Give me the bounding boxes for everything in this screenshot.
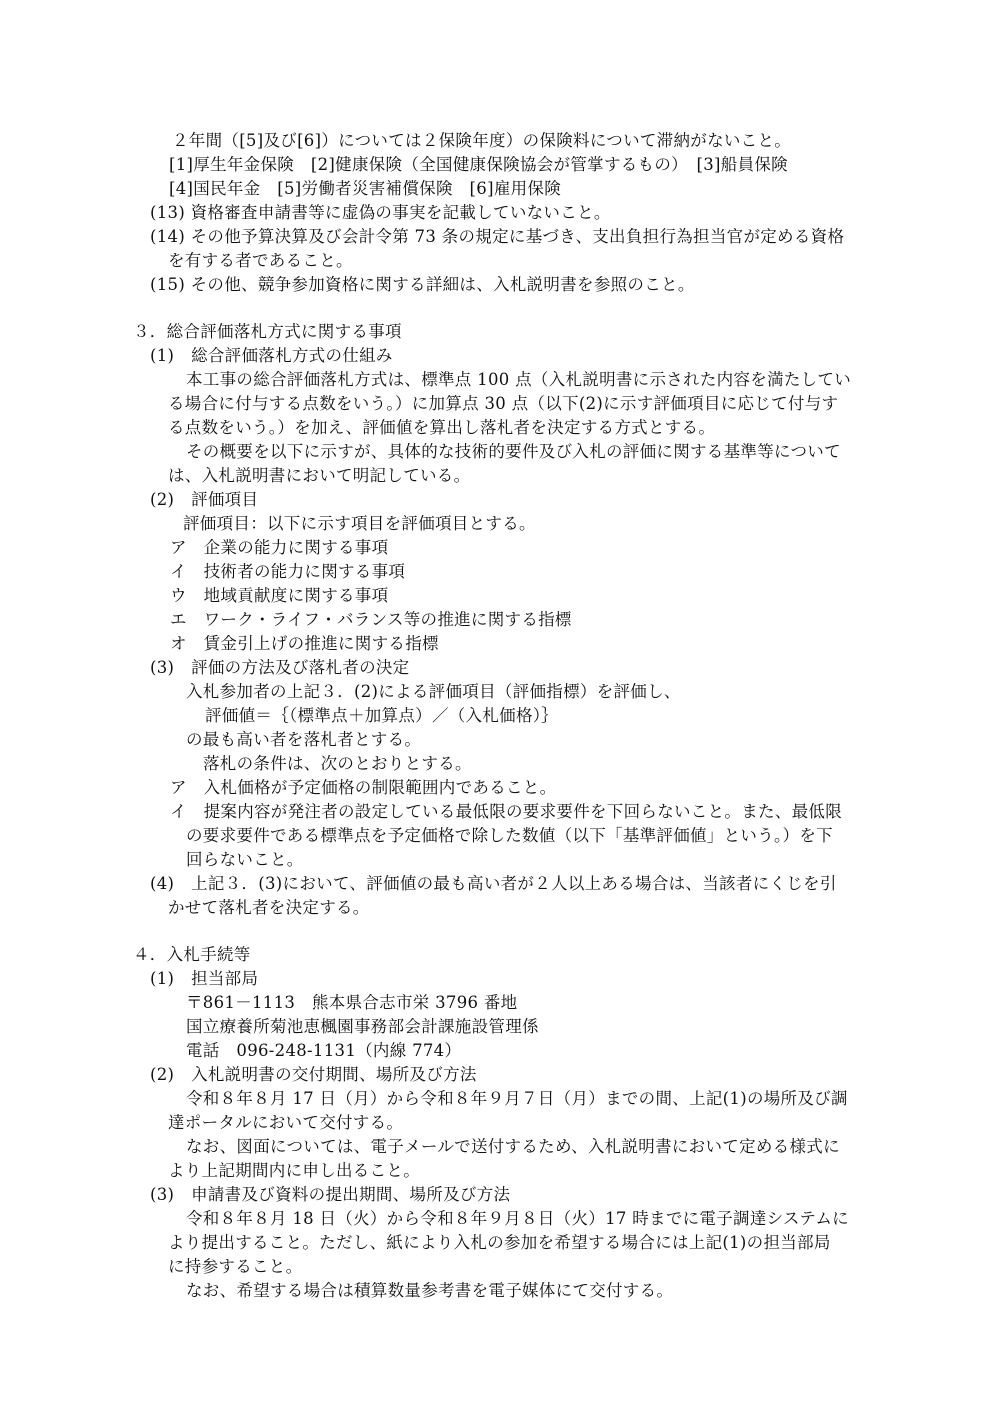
text-line: その概要を以下に示すが、具体的な技術的要件及び入札の評価に関する基準等について xyxy=(186,442,841,461)
address-line: 〒861－1113 熊本県合志市栄 3796 番地 xyxy=(186,993,518,1012)
text-line: 入札参加者の上記３．(2)による評価項目（評価指標）を評価し、 xyxy=(186,682,681,701)
text-line: 令和８年８月 17 日（月）から令和８年９月７日（月）までの間、上記(1)の場所及び調 xyxy=(186,1089,848,1108)
text-line: 令和８年８月 18 日（火）から令和８年９月８日（火）17 時までに電子調達システムに xyxy=(186,1209,849,1228)
text-line: ２年間（[5]及び[6]）については２保険年度）の保険料について滞納がないこと。 xyxy=(172,131,792,150)
text-line: かせて落札者を決定する。 xyxy=(168,898,370,917)
text-line: の最も高い者を落札者とする。 xyxy=(186,730,422,749)
text-line: 落札の条件は、次のとおりとする。 xyxy=(203,754,472,773)
item-14: (14) その他予算決算及び会計令第 73 条の規定に基づき、支出負担行為担当官が定める資格 xyxy=(150,227,845,246)
subsection-heading: (1) 担当部局 xyxy=(150,969,259,988)
phone-line: 電話 096-248-1131（内線 774） xyxy=(186,1041,462,1060)
text-line: る場合に付与する点数をいう。）に加算点 30 点（以下(2)に示す評価項目に応じて付与す xyxy=(168,394,839,413)
subsection-heading: (2) 評価項目 xyxy=(150,490,259,509)
subsection-heading: (3) 申請書及び資料の提出期間、場所及び方法 xyxy=(150,1185,511,1204)
subsection-heading: (1) 総合評価落札方式の仕組み xyxy=(150,346,393,365)
section-heading-3: ３．総合評価落札方式に関する事項 xyxy=(133,322,402,341)
list-item: エ ワーク・ライフ・バランス等の推進に関する指標 xyxy=(170,610,572,629)
text-line: に持参すること。 xyxy=(168,1257,303,1276)
item-13: (13) 資格審査申請書等に虚偽の事実を記載していないこと。 xyxy=(150,203,611,222)
item-15: (15) その他、競争参加資格に関する詳細は、入札説明書を参照のこと。 xyxy=(150,275,695,294)
insurance-list-line: [4]国民年金 [5]労働者災害補償保険 [6]雇用保険 xyxy=(169,179,562,198)
text-line: なお、希望する場合は積算数量参考書を電子媒体にて交付する。 xyxy=(186,1281,674,1300)
item-4: (4) 上記３．(3)において、評価値の最も高い者が２人以上ある場合は、当該者にくじを引 xyxy=(150,874,837,893)
list-item: ウ 地域貢献度に関する事項 xyxy=(170,586,389,605)
formula-line: 評価値＝｛（標準点＋加算点）／（入札価格）｝ xyxy=(205,706,559,725)
list-item: ア 企業の能力に関する事項 xyxy=(170,538,389,557)
list-item: イ 提案内容が発注者の設定している最低限の要求要件を下回らないこと。また、最低限 xyxy=(170,802,842,821)
list-item: ア 入札価格が予定価格の制限範囲内であること。 xyxy=(170,778,557,797)
text-line: 本工事の総合評価落札方式は、標準点 100 点（入札説明書に示された内容を満たしてい xyxy=(186,370,852,389)
text-line: は、入札説明書において明記している。 xyxy=(168,466,471,485)
text-line: る点数をいう。）を加え、評価値を算出し落札者を決定する方式とする。 xyxy=(168,418,716,437)
text-line: を有する者であること。 xyxy=(168,251,353,270)
subsection-heading: (2) 入札説明書の交付期間、場所及び方法 xyxy=(150,1065,477,1084)
text-line: 評価項目：以下に示す項目を評価項目とする。 xyxy=(183,514,536,533)
section-heading-4: ４．入札手続等 xyxy=(133,945,251,964)
text-line: より上記期間内に申し出ること。 xyxy=(168,1161,420,1180)
subsection-heading: (3) 評価の方法及び落札者の決定 xyxy=(150,658,410,677)
text-line: 回らないこと。 xyxy=(186,850,304,869)
list-item: イ 技術者の能力に関する事項 xyxy=(170,562,406,581)
insurance-list-line: [1]厚生年金保険 [2]健康保険（全国健康保険協会が管掌するもの） [3]船員保険 xyxy=(169,155,788,174)
text-line: 達ポータルにおいて交付する。 xyxy=(168,1113,404,1132)
text-line: なお、図面については、電子メールで送付するため、入札説明書において定める様式に xyxy=(186,1137,840,1156)
text-line: の要求要件である標準点を予定価格で除した数値（以下「基準評価値」という。）を下 xyxy=(186,826,833,845)
department-line: 国立療養所菊池恵楓園事務部会計課施設管理係 xyxy=(186,1017,539,1036)
list-item: オ 賃金引上げの推進に関する指標 xyxy=(170,634,439,653)
text-line: より提出すること。ただし、紙により入札の参加を希望する場合には上記(1)の担当部局 xyxy=(168,1233,831,1252)
